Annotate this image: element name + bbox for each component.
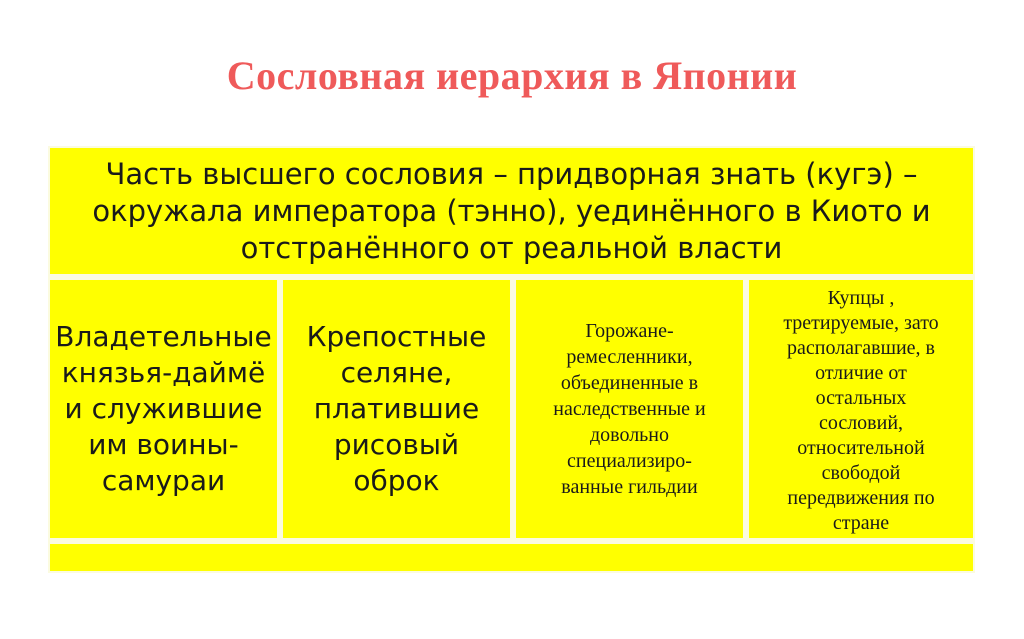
- top-line: отстранённого от реальной власти: [240, 230, 783, 265]
- peasants-cell: [283, 280, 510, 538]
- top-line: Часть высшего сословия – придворная знать (кугэ) –: [105, 156, 918, 191]
- cell-line: Владетельные: [55, 320, 272, 353]
- cell-line: самураи: [101, 464, 226, 497]
- cell-line: ванные гильдии: [561, 476, 698, 498]
- cell-line: свободой: [821, 462, 901, 484]
- slide-title: Сословная иерархия в Японии: [226, 53, 798, 98]
- cell-line: им воины-: [88, 428, 239, 461]
- cell-line: остальных: [815, 387, 907, 409]
- daimyo-samurai-cell: [50, 280, 277, 538]
- cell-line: Крепостные: [306, 320, 487, 353]
- cell-line: относительной: [797, 437, 925, 459]
- cell-line: сословий,: [818, 412, 904, 434]
- cell-line: селяне,: [340, 356, 453, 389]
- cell-line: оброк: [353, 464, 440, 497]
- cell-line: ремесленники,: [566, 346, 693, 368]
- cell-line: стране: [832, 512, 890, 534]
- cell-line: и служившие: [64, 392, 263, 425]
- artisans-cell: [516, 280, 743, 538]
- cell-line: специализиро-: [567, 450, 692, 472]
- cell-line: передвижения по: [787, 487, 935, 509]
- cell-line: платившие: [313, 392, 480, 425]
- empty-bottom-row: [50, 544, 973, 571]
- cell-line: объединенные в: [560, 372, 699, 394]
- cell-line: рисовый: [333, 428, 460, 461]
- hierarchy-table: [48, 146, 975, 573]
- cell-line: Купцы ,: [827, 287, 895, 309]
- cell-line: Горожане-: [585, 320, 674, 342]
- cell-line: наследственные и: [553, 398, 706, 420]
- cell-line: располагавшие, в: [787, 337, 935, 359]
- cell-line: довольно: [589, 424, 669, 446]
- cell-line: третируемые, зато: [783, 312, 939, 334]
- merchants-cell: [749, 280, 973, 538]
- top-estate-cell: [50, 148, 973, 274]
- top-line: окружала императора (тэнно), уединённого в Киото и: [92, 193, 931, 228]
- cell-line: отличие от: [815, 362, 907, 384]
- cell-line: князья-даймё: [61, 356, 266, 389]
